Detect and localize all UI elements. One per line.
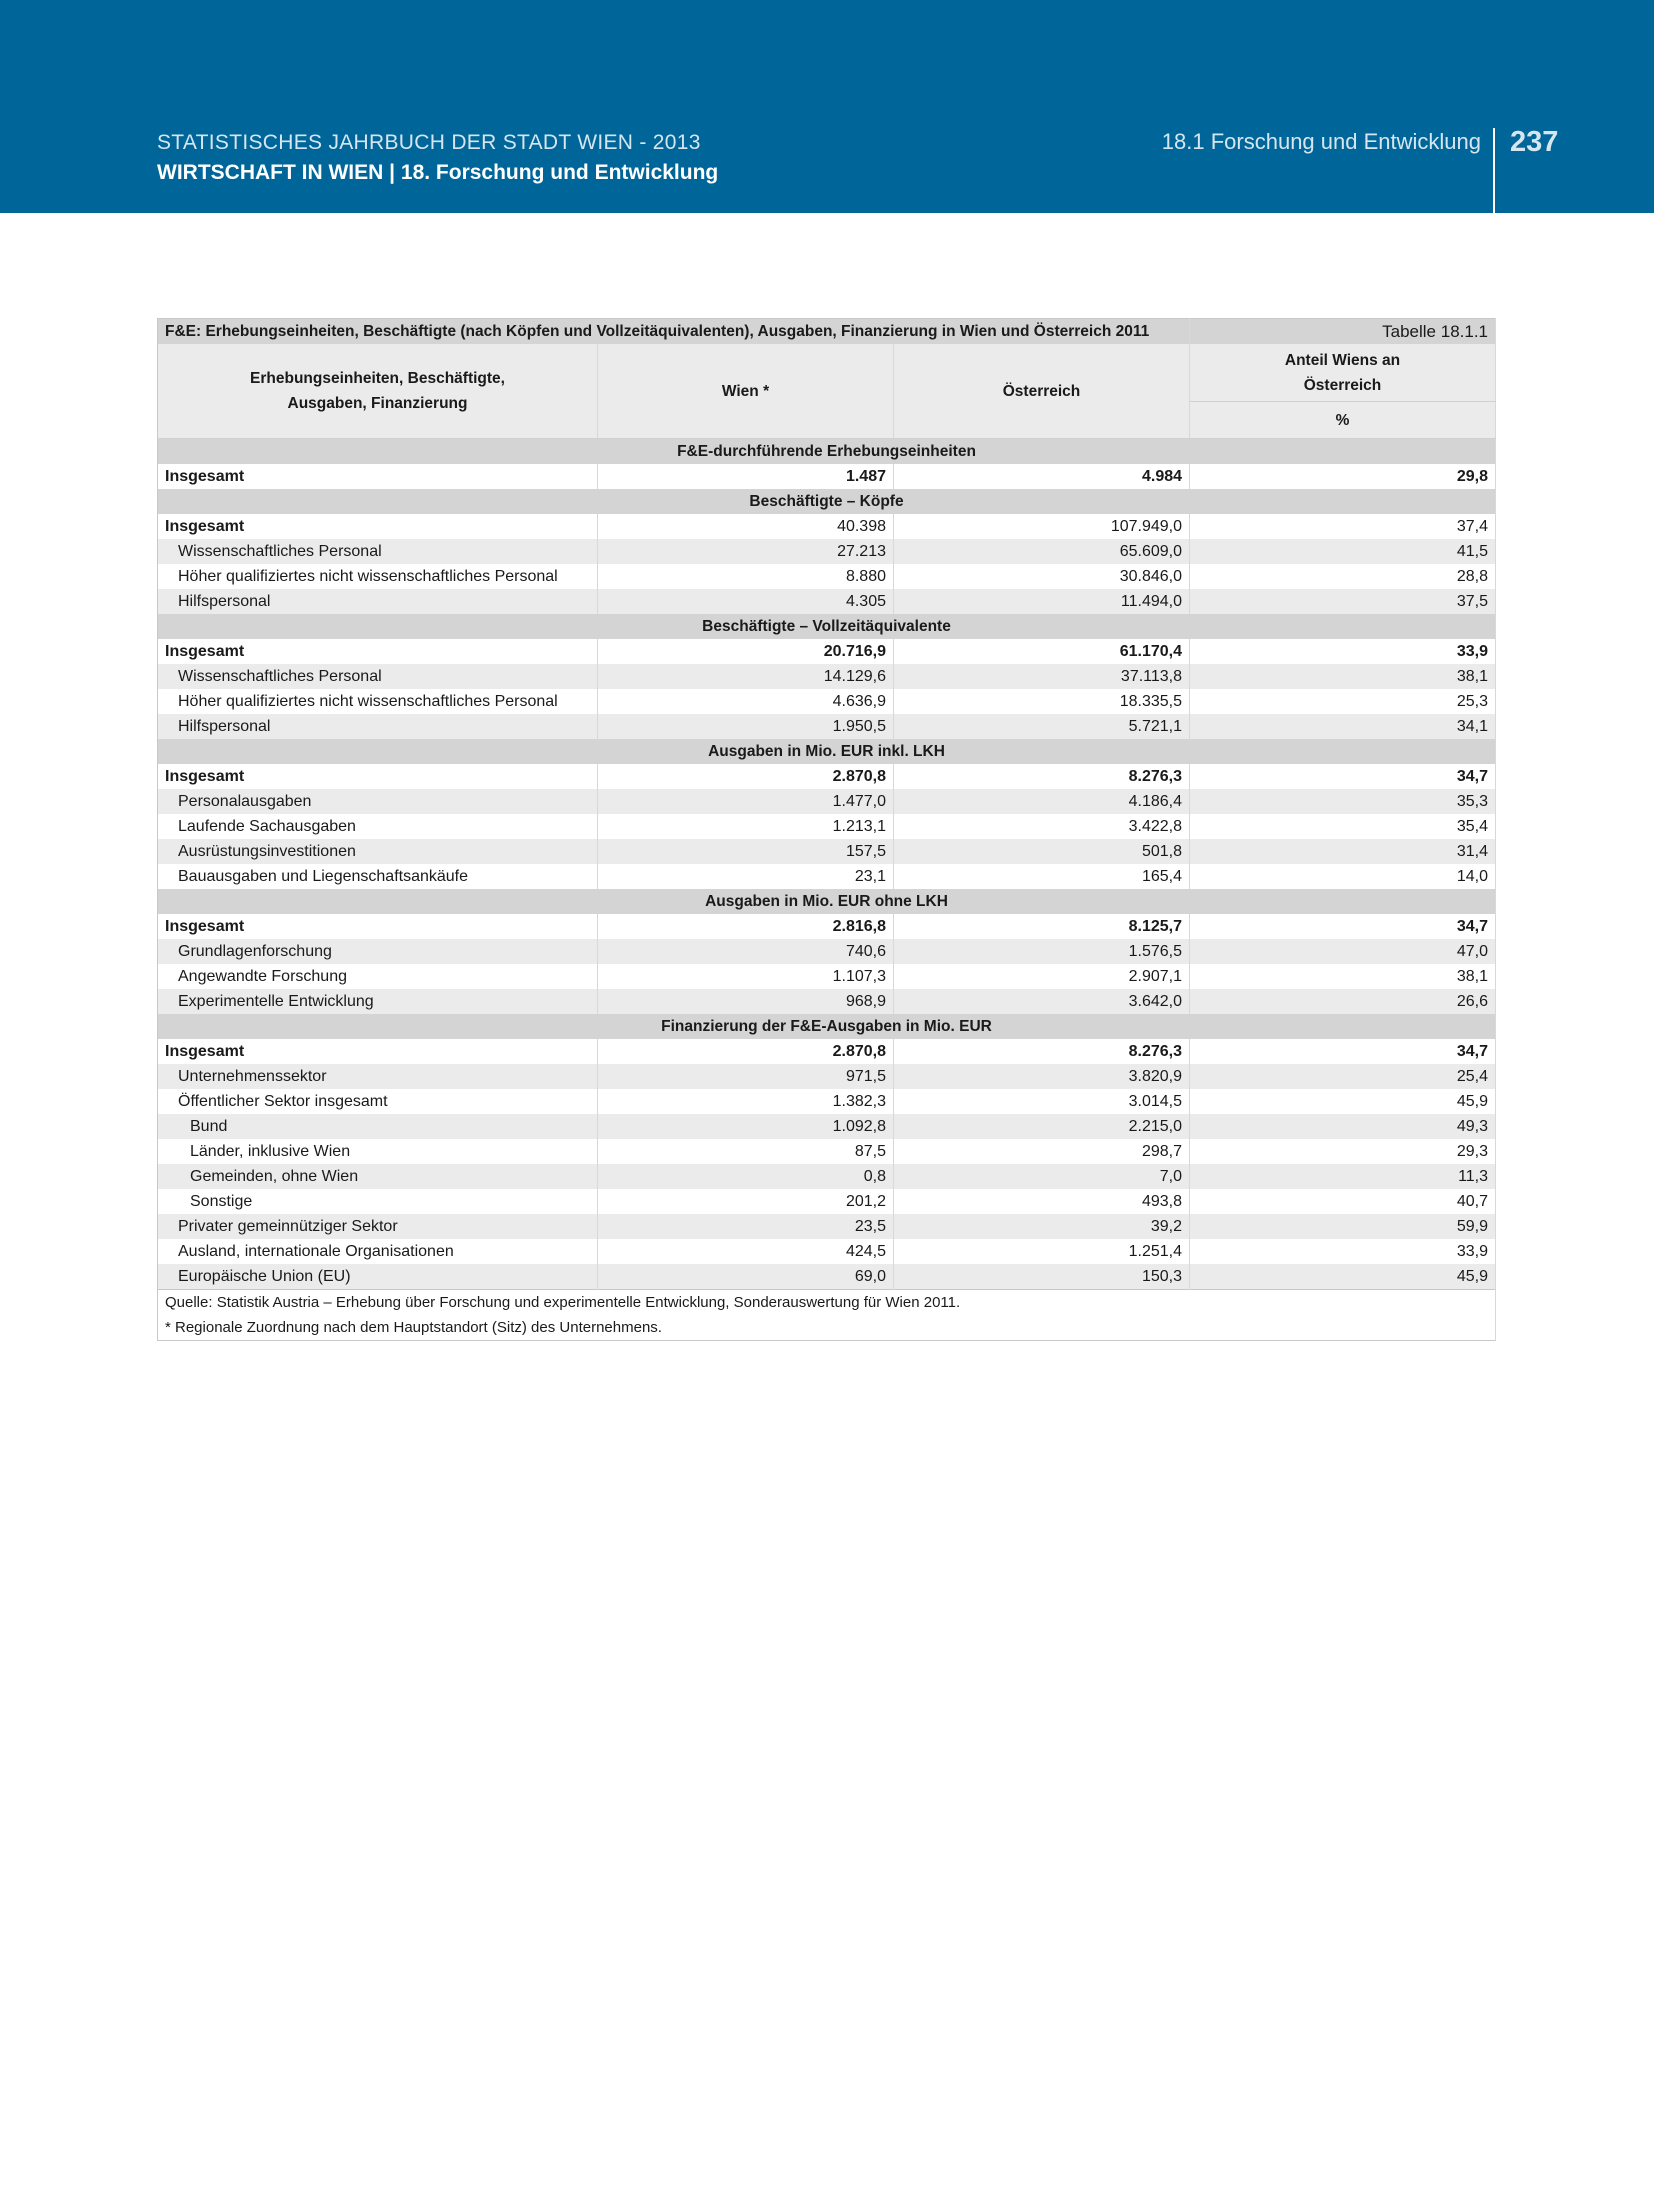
cell-anteil: 34,7 <box>1190 914 1496 939</box>
cell-anteil: 49,3 <box>1190 1114 1496 1139</box>
col-header-label-line1: Erhebungseinheiten, Beschäftigte, <box>250 370 505 387</box>
col-header-label-line2: Ausgaben, Finanzierung <box>287 395 468 412</box>
table-row <box>158 789 1496 814</box>
table-row <box>158 589 1496 614</box>
cell-anteil: 59,9 <box>1190 1214 1496 1239</box>
cell-wien: 157,5 <box>598 839 894 864</box>
statistics-table <box>157 318 1496 1341</box>
cell-anteil: 45,9 <box>1190 1264 1496 1290</box>
cell-oesterreich: 3.014,5 <box>894 1089 1190 1114</box>
row-label: Höher qualifiziertes nicht wissenschaftliches Personal <box>158 689 598 714</box>
cell-oesterreich: 2.215,0 <box>894 1114 1190 1139</box>
cell-oesterreich: 3.820,9 <box>894 1064 1190 1089</box>
cell-wien: 23,5 <box>598 1214 894 1239</box>
book-title: STATISTISCHES JAHRBUCH DER STADT WIEN - 2013 <box>157 131 701 154</box>
running-header <box>157 128 718 188</box>
cell-oesterreich: 8.125,7 <box>894 914 1190 939</box>
row-label: Insgesamt <box>158 514 598 539</box>
col-header-anteil-line2: Österreich <box>1303 376 1382 394</box>
cell-wien: 424,5 <box>598 1239 894 1264</box>
table-caption: F&E: Erhebungseinheiten, Beschäftigte (nach Köpfen und Vollzeitäquivalenten), Ausgaben, Finanzierung in Wien und Österreich 2011 <box>158 319 1190 345</box>
cell-oesterreich: 8.276,3 <box>894 1039 1190 1064</box>
cell-wien: 2.870,8 <box>598 1039 894 1064</box>
cell-anteil: 40,7 <box>1190 1189 1496 1214</box>
table-row <box>158 814 1496 839</box>
table-row <box>158 539 1496 564</box>
cell-wien: 4.305 <box>598 589 894 614</box>
cell-wien: 4.636,9 <box>598 689 894 714</box>
row-label: Insgesamt <box>158 764 598 789</box>
cell-anteil: 29,3 <box>1190 1139 1496 1164</box>
table-row <box>158 1089 1496 1114</box>
row-label: Hilfspersonal <box>158 714 598 739</box>
section-header-row <box>158 739 1496 764</box>
cell-oesterreich: 2.907,1 <box>894 964 1190 989</box>
table-row <box>158 464 1496 489</box>
row-label: Wissenschaftliches Personal <box>158 664 598 689</box>
row-label: Personalausgaben <box>158 789 598 814</box>
col-header-oesterreich: Österreich <box>894 344 1190 439</box>
cell-oesterreich: 107.949,0 <box>894 514 1190 539</box>
table-row <box>158 914 1496 939</box>
table-row <box>158 1239 1496 1264</box>
cell-wien: 69,0 <box>598 1264 894 1290</box>
section-header-row <box>158 489 1496 514</box>
cell-anteil: 11,3 <box>1190 1164 1496 1189</box>
cell-wien: 968,9 <box>598 989 894 1014</box>
cell-wien: 2.870,8 <box>598 764 894 789</box>
cell-anteil: 26,6 <box>1190 989 1496 1014</box>
row-label: Insgesamt <box>158 1039 598 1064</box>
col-header-label <box>158 344 598 439</box>
cell-wien: 1.107,3 <box>598 964 894 989</box>
table-row <box>158 964 1496 989</box>
table-row <box>158 1064 1496 1089</box>
column-header-row <box>158 344 1496 402</box>
cell-oesterreich: 501,8 <box>894 839 1190 864</box>
table-row <box>158 514 1496 539</box>
chapter-main: WIRTSCHAFT IN WIEN <box>157 161 384 184</box>
cell-wien: 20.716,9 <box>598 639 894 664</box>
cell-oesterreich: 3.422,8 <box>894 814 1190 839</box>
cell-wien: 1.477,0 <box>598 789 894 814</box>
chapter-separator: | <box>389 161 396 184</box>
cell-oesterreich: 4.984 <box>894 464 1190 489</box>
row-label: Grundlagenforschung <box>158 939 598 964</box>
section-header-row <box>158 1014 1496 1039</box>
row-label: Gemeinden, ohne Wien <box>158 1164 598 1189</box>
cell-oesterreich: 1.251,4 <box>894 1239 1190 1264</box>
row-label: Privater gemeinnütziger Sektor <box>158 1214 598 1239</box>
cell-anteil: 33,9 <box>1190 639 1496 664</box>
chapter-sub: 18. Forschung und Entwicklung <box>400 161 719 184</box>
cell-oesterreich: 61.170,4 <box>894 639 1190 664</box>
cell-anteil: 34,1 <box>1190 714 1496 739</box>
cell-oesterreich: 30.846,0 <box>894 564 1190 589</box>
section-title: Finanzierung der F&E-Ausgaben in Mio. EUR <box>158 1014 1496 1039</box>
cell-anteil: 35,4 <box>1190 814 1496 839</box>
table-row <box>158 1114 1496 1139</box>
cell-anteil: 37,5 <box>1190 589 1496 614</box>
cell-wien: 1.213,1 <box>598 814 894 839</box>
cell-wien: 2.816,8 <box>598 914 894 939</box>
cell-oesterreich: 3.642,0 <box>894 989 1190 1014</box>
cell-anteil: 29,8 <box>1190 464 1496 489</box>
page-number: 237 <box>1510 126 1559 158</box>
cell-anteil: 25,3 <box>1190 689 1496 714</box>
cell-anteil: 47,0 <box>1190 939 1496 964</box>
table-row <box>158 939 1496 964</box>
row-label: Unternehmenssektor <box>158 1064 598 1089</box>
row-label: Sonstige <box>158 1189 598 1214</box>
cell-wien: 1.487 <box>598 464 894 489</box>
section-title: Beschäftigte – Köpfe <box>158 489 1496 514</box>
section-header-row <box>158 614 1496 639</box>
row-label: Laufende Sachausgaben <box>158 814 598 839</box>
cell-anteil: 34,7 <box>1190 764 1496 789</box>
table-row <box>158 1139 1496 1164</box>
cell-oesterreich: 8.276,3 <box>894 764 1190 789</box>
cell-wien: 27.213 <box>598 539 894 564</box>
source-note: Quelle: Statistik Austria – Erhebung über Forschung und experimentelle Entwicklung, Sonderauswertung für Wien 2011. <box>165 1294 961 1311</box>
cell-wien: 40.398 <box>598 514 894 539</box>
cell-oesterreich: 39,2 <box>894 1214 1190 1239</box>
section-header-row <box>158 439 1496 465</box>
cell-wien: 1.950,5 <box>598 714 894 739</box>
section-title: F&E-durchführende Erhebungseinheiten <box>158 439 1496 465</box>
section-title: Ausgaben in Mio. EUR ohne LKH <box>158 889 1496 914</box>
row-label: Insgesamt <box>158 639 598 664</box>
table-row <box>158 714 1496 739</box>
table-row <box>158 1164 1496 1189</box>
cell-wien: 87,5 <box>598 1139 894 1164</box>
cell-oesterreich: 65.609,0 <box>894 539 1190 564</box>
cell-anteil: 38,1 <box>1190 964 1496 989</box>
table-row <box>158 1214 1496 1239</box>
table-row <box>158 1039 1496 1064</box>
cell-oesterreich: 18.335,5 <box>894 689 1190 714</box>
table-number: Tabelle 18.1.1 <box>1190 319 1496 345</box>
table-caption-row <box>158 319 1496 345</box>
cell-oesterreich: 493,8 <box>894 1189 1190 1214</box>
table-row <box>158 839 1496 864</box>
cell-anteil: 14,0 <box>1190 864 1496 889</box>
cell-wien: 971,5 <box>598 1064 894 1089</box>
cell-anteil: 45,9 <box>1190 1089 1496 1114</box>
table-row <box>158 1189 1496 1214</box>
cell-oesterreich: 150,3 <box>894 1264 1190 1290</box>
table-row <box>158 639 1496 664</box>
col-header-anteil-line1: Anteil Wiens an <box>1284 351 1401 369</box>
table-row <box>158 764 1496 789</box>
cell-wien: 201,2 <box>598 1189 894 1214</box>
cell-wien: 14.129,6 <box>598 664 894 689</box>
cell-anteil: 41,5 <box>1190 539 1496 564</box>
cell-wien: 8.880 <box>598 564 894 589</box>
col-header-unit: % <box>1190 402 1496 439</box>
row-label: Ausrüstungsinvestitionen <box>158 839 598 864</box>
row-label: Bund <box>158 1114 598 1139</box>
section-title: Beschäftigte – Vollzeitäquivalente <box>158 614 1496 639</box>
cell-wien: 740,6 <box>598 939 894 964</box>
section-title: Ausgaben in Mio. EUR inkl. LKH <box>158 739 1496 764</box>
cell-anteil: 33,9 <box>1190 1239 1496 1264</box>
cell-anteil: 28,8 <box>1190 564 1496 589</box>
cell-wien: 23,1 <box>598 864 894 889</box>
row-label: Bauausgaben und Liegenschaftsankäufe <box>158 864 598 889</box>
cell-oesterreich: 37.113,8 <box>894 664 1190 689</box>
section-header-row <box>158 889 1496 914</box>
cell-oesterreich: 11.494,0 <box>894 589 1190 614</box>
cell-oesterreich: 1.576,5 <box>894 939 1190 964</box>
col-header-anteil <box>1190 344 1496 402</box>
row-label: Länder, inklusive Wien <box>158 1139 598 1164</box>
cell-anteil: 38,1 <box>1190 664 1496 689</box>
table-row <box>158 1264 1496 1290</box>
row-label: Höher qualifiziertes nicht wissenschaftliches Personal <box>158 564 598 589</box>
table-footer <box>158 1290 1496 1341</box>
row-label: Ausland, internationale Organisationen <box>158 1239 598 1264</box>
cell-oesterreich: 298,7 <box>894 1139 1190 1164</box>
cell-anteil: 25,4 <box>1190 1064 1496 1089</box>
page-divider <box>1493 128 1495 213</box>
row-label: Wissenschaftliches Personal <box>158 539 598 564</box>
table-row <box>158 664 1496 689</box>
col-header-wien: Wien * <box>598 344 894 439</box>
cell-oesterreich: 7,0 <box>894 1164 1190 1189</box>
table-body <box>158 439 1496 1290</box>
row-label: Angewandte Forschung <box>158 964 598 989</box>
table-row <box>158 989 1496 1014</box>
row-label: Hilfspersonal <box>158 589 598 614</box>
section-label: 18.1 Forschung und Entwicklung <box>1161 129 1481 154</box>
cell-wien: 0,8 <box>598 1164 894 1189</box>
row-label: Öffentlicher Sektor insgesamt <box>158 1089 598 1114</box>
cell-wien: 1.092,8 <box>598 1114 894 1139</box>
table-row <box>158 564 1496 589</box>
table-row <box>158 864 1496 889</box>
cell-anteil: 31,4 <box>1190 839 1496 864</box>
row-label: Insgesamt <box>158 464 598 489</box>
cell-anteil: 34,7 <box>1190 1039 1496 1064</box>
cell-anteil: 37,4 <box>1190 514 1496 539</box>
chapter-title <box>157 158 718 188</box>
cell-wien: 1.382,3 <box>598 1089 894 1114</box>
row-label: Europäische Union (EU) <box>158 1264 598 1290</box>
table-notes <box>158 1290 1496 1341</box>
cell-oesterreich: 4.186,4 <box>894 789 1190 814</box>
cell-anteil: 35,3 <box>1190 789 1496 814</box>
cell-oesterreich: 165,4 <box>894 864 1190 889</box>
row-label: Insgesamt <box>158 914 598 939</box>
cell-oesterreich: 5.721,1 <box>894 714 1190 739</box>
table-row <box>158 689 1496 714</box>
row-label: Experimentelle Entwicklung <box>158 989 598 1014</box>
footnote: * Regionale Zuordnung nach dem Hauptstandort (Sitz) des Unternehmens. <box>165 1319 662 1336</box>
